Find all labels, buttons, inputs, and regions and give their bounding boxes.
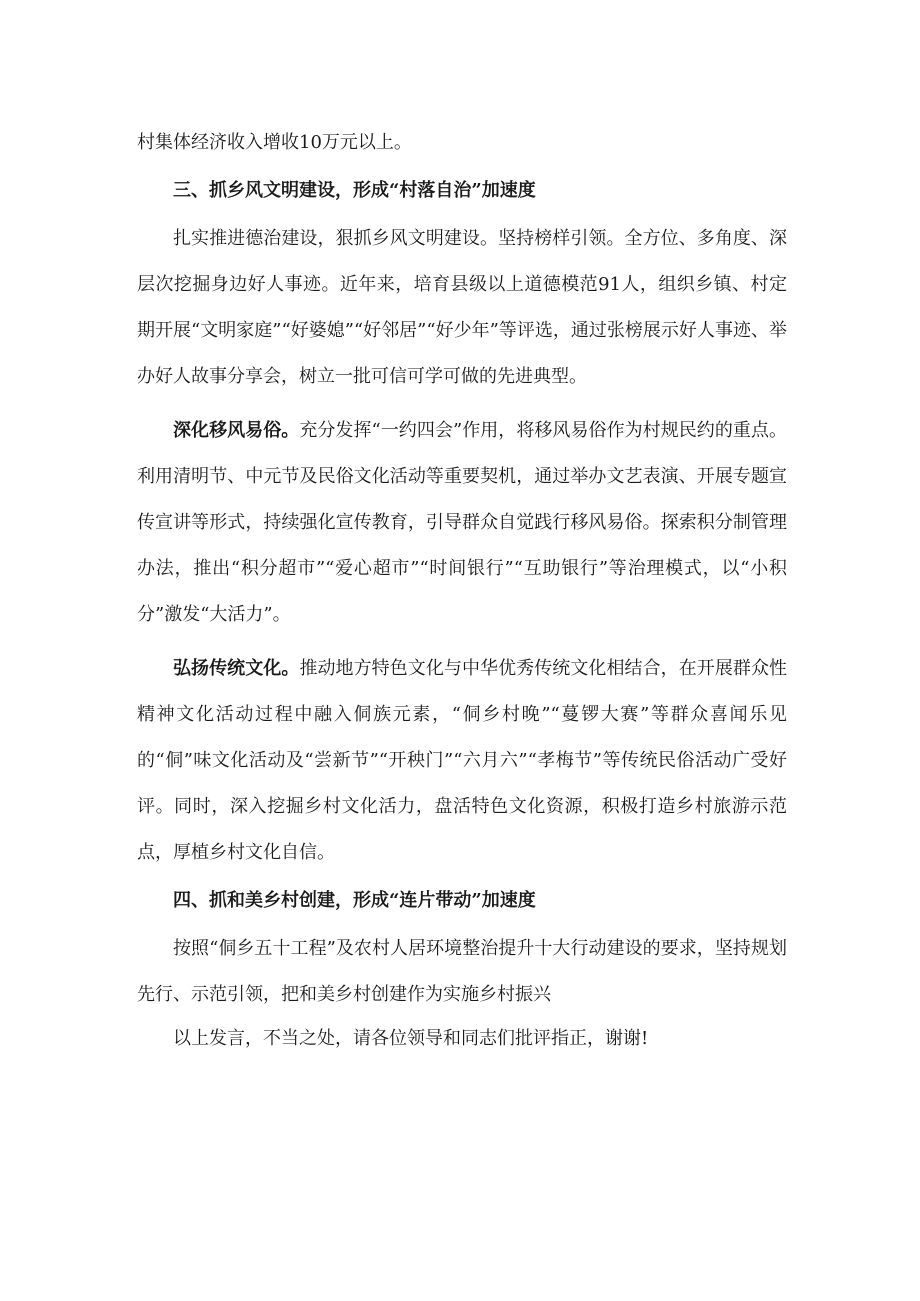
document-body (137, 120, 787, 1054)
paragraph-body-customs: 充分发挥“一约四会”作用，将移风易俗作为村规民约的重点。利用清明节、中元节及民俗文化活动等重要契机，通过举办文艺表演、开展专题宣传宣讲等形式，持续强化宣传教育，引导群众自觉践行移风易俗。探索积分制管理办法，推出“积分超市”“爱心超市”“时间银行”“互助银行”等治理模式，以“小积分”激发“大活力”。 (137, 420, 787, 625)
section-heading-3: 三、抓乡风文明建设，形成“村落自治”加速度 (173, 180, 536, 201)
paragraph-customs-reform (137, 408, 787, 638)
paragraph-traditional-culture (137, 646, 787, 876)
paragraph-continuation: 村集体经济收入增收10万元以上。 (137, 132, 412, 153)
paragraph-body-culture: 推动地方特色文化与中华优秀传统文化相结合，在开展群众性精神文化活动过程中融入侗族元素，“侗乡村晚”“蔓锣大赛”等群众喜闻乐见的“侗”味文化活动及“尝新节”“开秧门”“六月六”“孝梅节”等传统民俗活动广受好评。同时，深入挖掘乡村文化活力，盘活特色文化资源，积极打造乡村旅游示范点，厚植乡村文化自信。 (137, 658, 788, 863)
section-heading-4: 四、抓和美乡村创建，形成“连片带动”加速度 (173, 890, 536, 911)
paragraph-lead-culture: 弘扬传统文化。 (173, 658, 300, 679)
paragraph-lead-customs: 深化移风易俗。 (173, 420, 300, 441)
paragraph-closing: 以上发言，不当之处，请各位领导和同志们批评指正，谢谢! (173, 1028, 649, 1049)
paragraph-beautiful-village: 按照“侗乡五十工程”及农村人居环境整治提升十大行动建设的要求，坚持规划先行、示范引领，把和美乡村创建作为实施乡村振兴 (137, 938, 787, 1005)
paragraph-moral-governance: 扎实推进德治建设，狠抓乡风文明建设。坚持榜样引领。全方位、多角度、深层次挖掘身边好人事迹。近年来，培育县级以上道德模范91人，组织乡镇、村定期开展“文明家庭”“好婆媳”“好邻居”“好少年”等评选，通过张榜展示好人事迹、举办好人故事分享会，树立一批可信可学可做的先进典型。 (137, 228, 787, 387)
